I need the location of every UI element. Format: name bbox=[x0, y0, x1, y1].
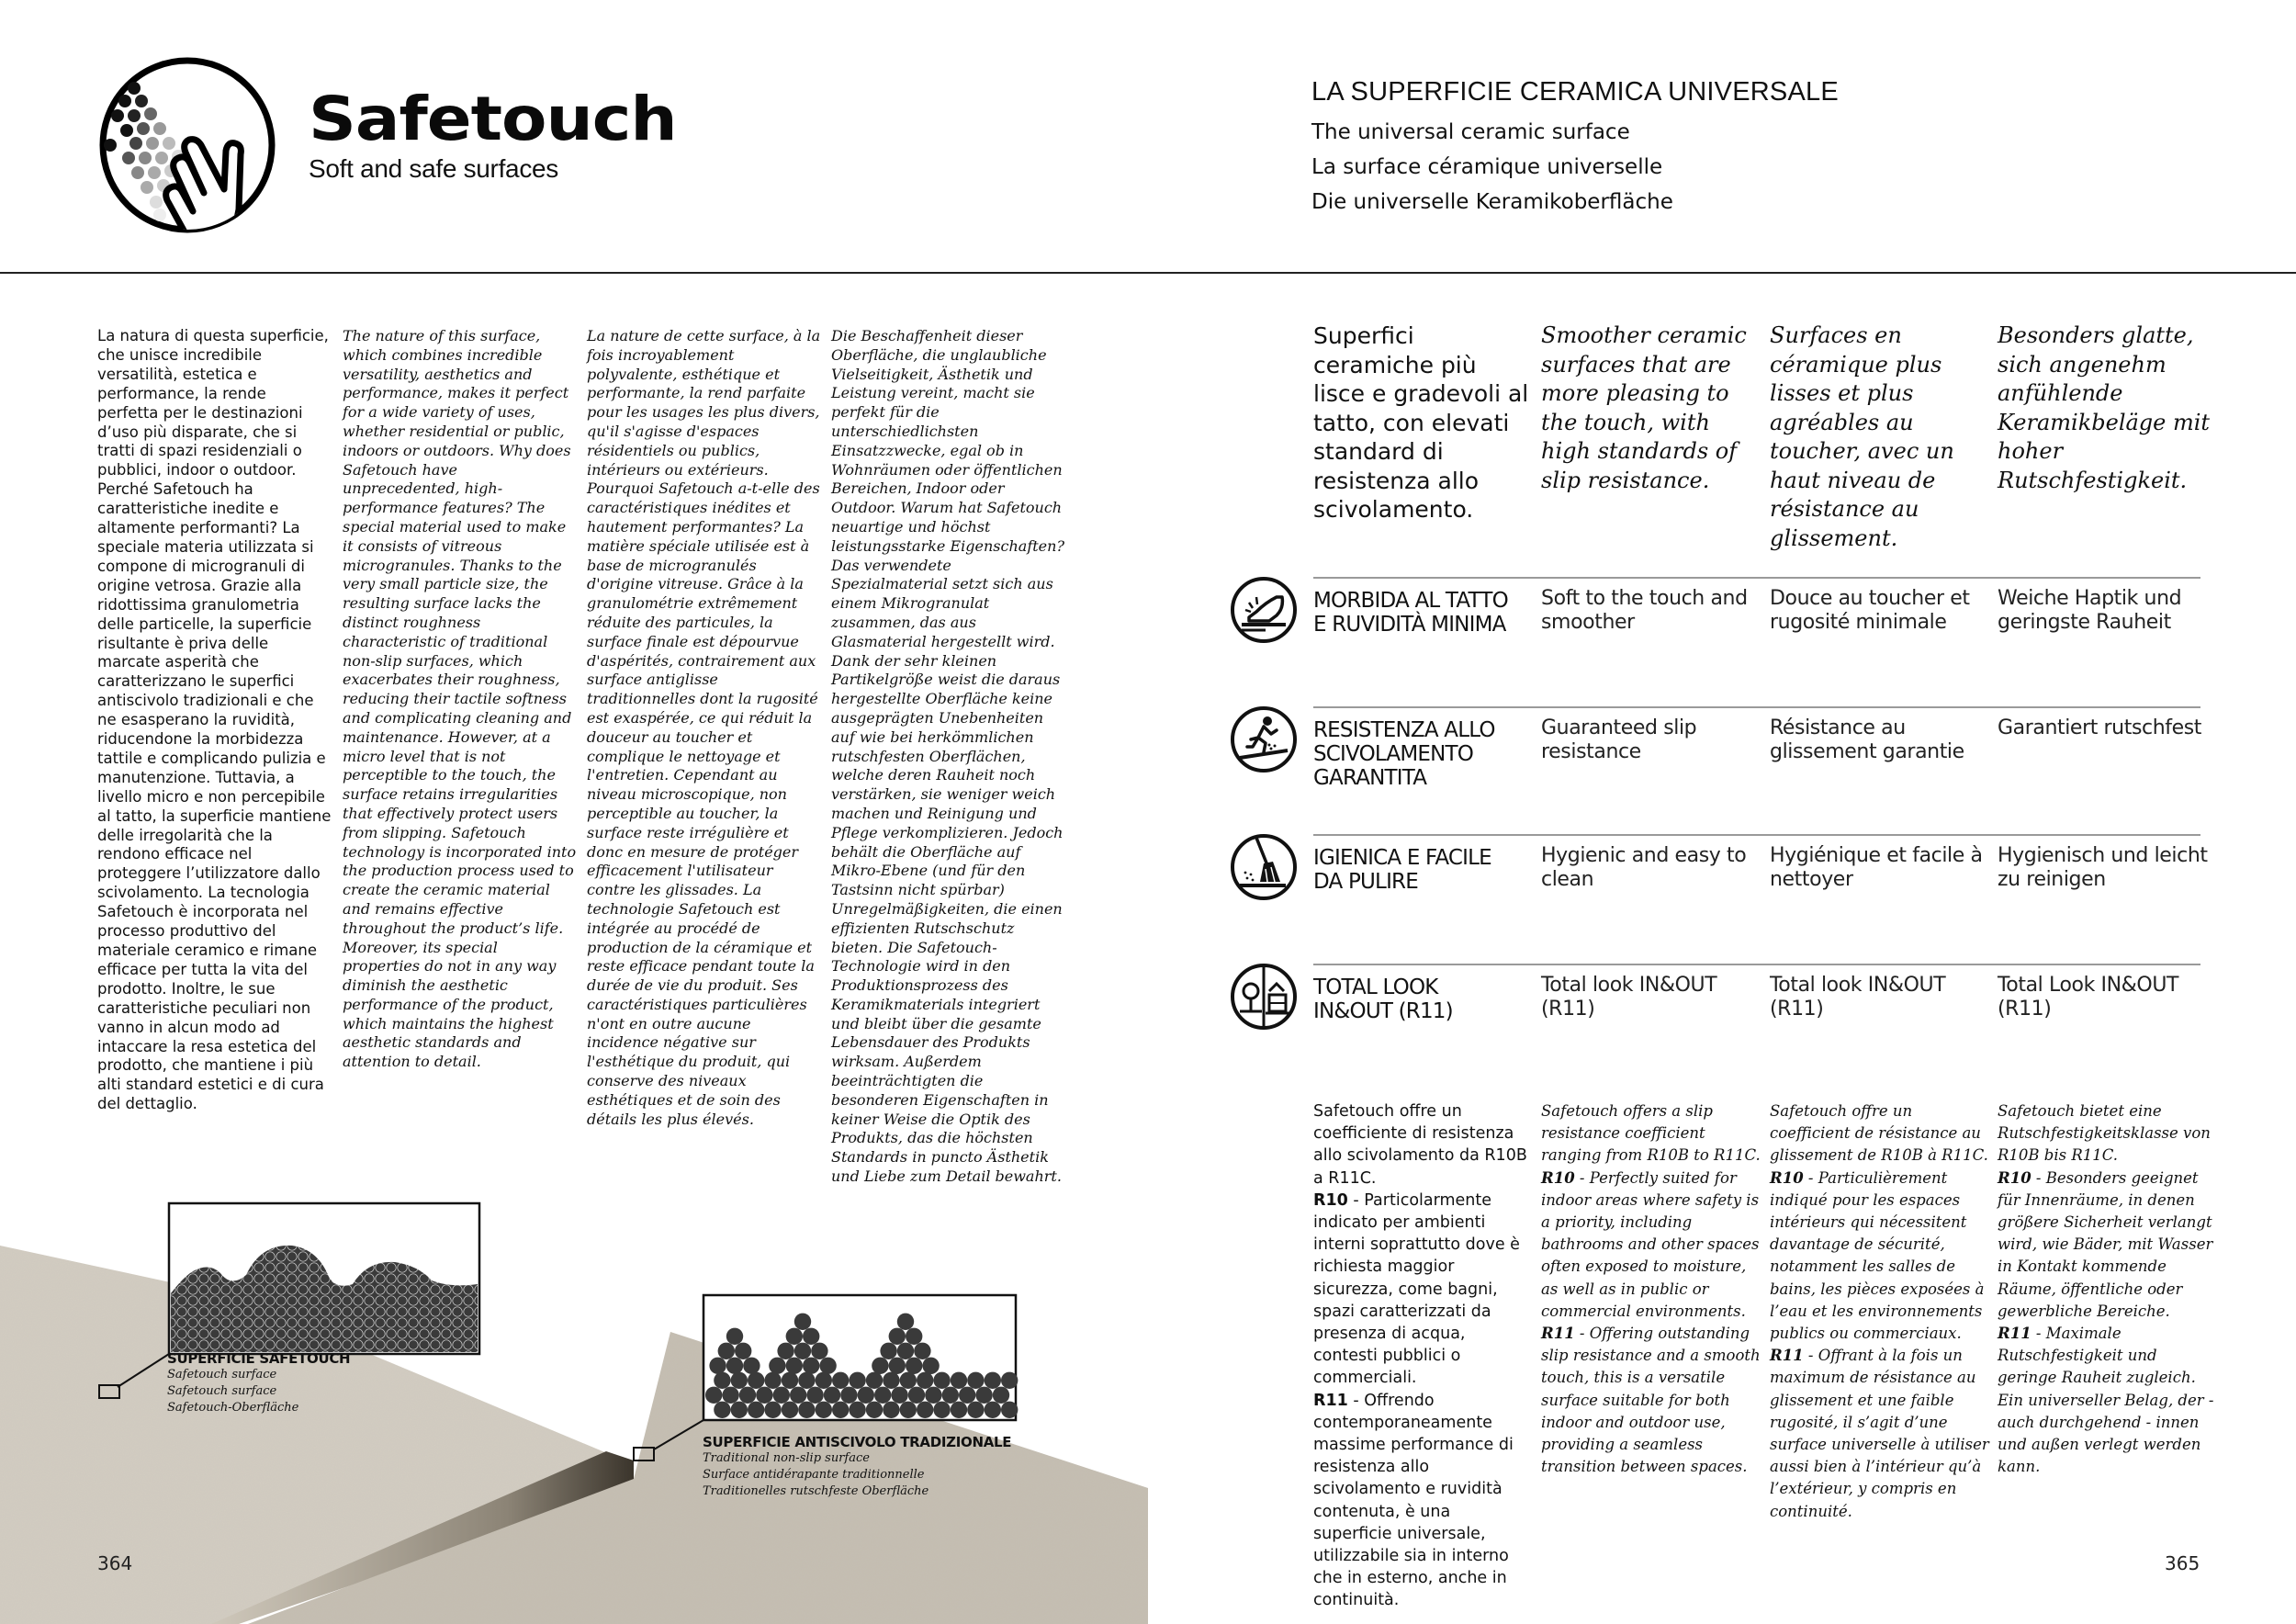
page-number-left: 364 bbox=[97, 1552, 133, 1574]
granule bbox=[889, 1328, 906, 1345]
body-column-de bbox=[831, 327, 1065, 1187]
feature-text-de: Hygienisch und leicht zu reinigen bbox=[1998, 844, 2208, 891]
body-text-it: La natura di questa superficie, che unisce incredibile versatilità, estetica e performance, la rende perfetta per le destinazioni d’uso più disparate, che si tratti di spazi residenziali o pubblici, indoor o outdoor. Perché Safetouch ha caratteristiche inedite e altamente performanti? La speciale materia utilizzata si compone di microgranuli di origine vetrosa. Grazie alla ridottissima granulometria delle particelle, la superficie risultante è priva delle marcate asperità che caratterizzano le superfici antiscivolo tradizionali e che ne esasperano la ruvidità, riducendone la morbidezza tattile e complicando pulizia e manutenzione. Tuttavia, a livello micro e non percepibile al tatto, la superficie mantiene delle irregolarità che la rendono efficace nel proteggere l’utilizzatore dallo scivolamento. La tecnologia Safetouch è incorporata nel processo produttivo del materiale ceramico e rimane efficace per tutta la vita del prodotto. Inoltre, le sue caratteristiche peculiari non vanno in alcun modo ad intaccare la resa estetica del prodotto, che mantiene i più alti standard estetici e di cura del dettaglio. bbox=[97, 327, 332, 1113]
brand-tagline: Soft and safe surfaces bbox=[309, 154, 559, 183]
granule bbox=[872, 1358, 888, 1374]
heading-en: The universal ceramic surface bbox=[1311, 120, 1630, 145]
granule bbox=[832, 1372, 849, 1389]
granule bbox=[849, 1402, 865, 1418]
r10-text: - Besonders geeignet für Innenräume, in denen größere Sicherheit verlangt wird, wie Bäder, mit Wasser in Kontakt kommende Räume, öffentliche oder gewerbliche Bereiche. bbox=[1998, 1168, 2213, 1320]
granule bbox=[883, 1402, 899, 1418]
granule bbox=[900, 1402, 917, 1418]
granule bbox=[933, 1372, 950, 1389]
diagram-caption-de: Safetouch-Oberfläche bbox=[167, 1401, 299, 1415]
granule bbox=[816, 1402, 832, 1418]
granule bbox=[798, 1402, 815, 1418]
granule bbox=[908, 1387, 925, 1404]
body-text-en: The nature of this surface, which combines incredible versatility, aesthetics and performance, makes it perfect for a wide variety of uses, whether residential or public, indoors or outdoors. Why does Safetouch have unprecedented, high-performance features? The special material used to make it consists of vitreous microgranules. Thanks to the very small particle size, the resulting surface lacks the distinct roughness characteristic of traditional non-slip surfaces, which exacerbates their roughness, reducing their tactile softness and complicating cleaning and maintenance. However, at a micro level that is not perceptible to the touch, the surface retains irregularities that effectively protect users from slipping. Safetouch technology is incorporated into the production process used to create the ceramic material and remains effective throughout the product’s life. Moreover, its special properties do not in any way diminish the aesthetic performance of the product, which maintains the highest aesthetic standards and attention to detail. bbox=[343, 327, 577, 1071]
brand-title: Safetouch bbox=[309, 83, 677, 154]
body-column-en bbox=[343, 327, 577, 1072]
r10-label: R10 bbox=[1313, 1190, 1348, 1210]
feature-divider bbox=[1313, 706, 2200, 708]
granule bbox=[840, 1387, 857, 1404]
granule bbox=[786, 1328, 803, 1345]
granule bbox=[739, 1387, 756, 1404]
granule bbox=[917, 1372, 933, 1389]
granule bbox=[858, 1387, 874, 1404]
feature-text-en: Total look IN&OUT (R11) bbox=[1541, 974, 1717, 1021]
r10-label: R10 bbox=[1998, 1168, 2032, 1187]
granule bbox=[959, 1387, 975, 1404]
feature-divider bbox=[1313, 577, 2200, 579]
diagram-caption-en: Traditional non-slip surface bbox=[703, 1451, 870, 1465]
granule bbox=[975, 1387, 992, 1404]
granule bbox=[790, 1387, 806, 1404]
granule bbox=[897, 1314, 914, 1330]
granule bbox=[906, 1358, 922, 1374]
granule bbox=[794, 1343, 811, 1359]
slip-class-de bbox=[1998, 1100, 2218, 1478]
granule bbox=[798, 1372, 815, 1389]
feature-label-it: MORBIDA AL TATTO E RUVIDITÀ MINIMA bbox=[1313, 589, 1508, 637]
section-heading bbox=[1311, 77, 1839, 220]
granule bbox=[748, 1372, 764, 1389]
page-number-right: 365 bbox=[2165, 1552, 2200, 1574]
r11-label: R11 bbox=[1770, 1347, 1804, 1365]
feature-label-it: TOTAL LOOK IN&OUT (R11) bbox=[1313, 976, 1453, 1023]
granule bbox=[897, 1343, 914, 1359]
heading-it: LA SUPERFICIE CERAMICA UNIVERSALE bbox=[1311, 77, 1839, 107]
granule bbox=[824, 1387, 840, 1404]
feature-label-it: RESISTENZA ALLO SCIVOLAMENTO GARANTITA bbox=[1313, 718, 1495, 790]
granule bbox=[849, 1372, 865, 1389]
intro-it: Superfici ceramiche più lisce e gradevoli al tatto, con elevati standard di resistenza allo scivolamento. bbox=[1313, 322, 1529, 523]
feature-text-en: Hygienic and easy to clean bbox=[1541, 844, 1747, 891]
r11-label: R11 bbox=[1313, 1391, 1348, 1410]
easy-clean-icon bbox=[1229, 832, 1299, 902]
diagram-caption-fr: Safetouch surface bbox=[167, 1384, 277, 1398]
granule bbox=[718, 1343, 735, 1359]
granule bbox=[914, 1343, 930, 1359]
granule bbox=[731, 1372, 748, 1389]
granule bbox=[714, 1402, 730, 1418]
granule bbox=[777, 1343, 793, 1359]
granule bbox=[764, 1372, 781, 1389]
r10-text: - Particulièrement indiqué pour les espaces intérieurs qui nécessitent davantage de sécurité, notamment les salles de bains, les pièces exposées à l’eau et les environnements publics ou commerciaux. bbox=[1770, 1168, 1985, 1343]
granule bbox=[748, 1402, 764, 1418]
granule bbox=[832, 1402, 849, 1418]
granule bbox=[889, 1358, 906, 1374]
r10-label: R10 bbox=[1770, 1168, 1804, 1187]
granule bbox=[803, 1358, 819, 1374]
feature-text-fr: Hygiénique et facile à nettoyer bbox=[1770, 844, 1983, 891]
granule bbox=[782, 1402, 798, 1418]
slip-class-en bbox=[1541, 1100, 1761, 1478]
r10-text: - Particolarmente indicato per ambienti interni soprattutto dove è richiesta maggior sicurezza, come bagni, spazi caratterizzati da presenza di acqua, contesti pubblici o commerciali. bbox=[1313, 1190, 1520, 1388]
diagram-title: SUPERFICIE SAFETOUCH bbox=[167, 1350, 351, 1367]
granule bbox=[735, 1343, 751, 1359]
granule bbox=[917, 1402, 933, 1418]
granule bbox=[764, 1402, 781, 1418]
granule bbox=[866, 1402, 883, 1418]
granule bbox=[933, 1402, 950, 1418]
slip-class-intro: Safetouch offre un coefficiente di resistenza allo scivolamento da R10B a R11C. bbox=[1313, 1102, 1527, 1188]
granule bbox=[811, 1343, 827, 1359]
granule bbox=[819, 1358, 836, 1374]
r11-text: - Offrendo contemporaneamente massime performance di resistenza allo scivolamento e ruvidità contenuta, è una superficie universale, utilizzabile sia in interno che in esterno, anche in continuità. bbox=[1313, 1391, 1514, 1610]
r11-label: R11 bbox=[1998, 1325, 2032, 1343]
body-text-fr: La nature de cette surface, à la fois incroyablement polyvalente, esthétique et performante, la rend parfaite pour les usages les plus divers, qu'il s'agisse d'espaces résidentiels ou publics, intérieurs ou extérieurs. Pourquoi Safetouch a-t-elle des caractéristiques inédites et hautement performantes? La matière spéciale utilisée est à base de microgranulés d'origine vitreuse. Grâce à la granulométrie extrêmement réduite des particules, la surface finale est dépourvue d'aspérités, contrairement aux surface antiglisse traditionnelles dont la rugosité est exaspérée, ce qui réduit la douceur au toucher et complique le nettoyage et l'entretien. Cependant au niveau microscopique, non perceptible au toucher, la surface reste irrégulière et donc en mesure de protéger efficacement l'utilisateur contre les glissades. La technologie Safetouch est intégrée au procédé de production de la céramique et reste efficace pendant toute la durée de vie du produit. Ses caractéristiques particulières n'ont en outre aucune incidence négative sur l'esthétique du produit, qui conserve des niveaux esthétiques et de soin des détails les plus élevés. bbox=[587, 327, 821, 1128]
granule bbox=[951, 1372, 967, 1389]
granule bbox=[967, 1372, 984, 1389]
feature-text-en: Soft to the touch and smoother bbox=[1541, 587, 1748, 634]
r10-label: R10 bbox=[1541, 1168, 1575, 1187]
granule bbox=[951, 1402, 967, 1418]
body-column-fr bbox=[587, 327, 821, 1129]
feature-text-de: Weiche Haptik und geringste Rauheit bbox=[1998, 587, 2182, 634]
feature-divider bbox=[1313, 964, 2200, 965]
granule bbox=[874, 1387, 891, 1404]
granule bbox=[714, 1372, 730, 1389]
slip-class-intro: Safetouch offre un coefficient de résistance au glissement de R10B à R11C. bbox=[1770, 1102, 1988, 1165]
r11-text: - Maximale Rutschfestigkeit und geringe Rauheit zugleich. Ein universeller Belag, der - auch durchgehend - innen und außen verlegt werden kann. bbox=[1998, 1325, 2214, 1476]
granule bbox=[891, 1387, 907, 1404]
heading-de: Die universelle Keramikoberfläche bbox=[1311, 190, 1673, 215]
feature-text-de: Total Look IN&OUT (R11) bbox=[1998, 974, 2179, 1021]
intro-en: Smoother ceramic surfaces that are more pleasing to the touch, with high standards of slip resistance. bbox=[1541, 322, 1747, 493]
granule bbox=[1001, 1372, 1018, 1389]
granule bbox=[705, 1387, 722, 1404]
granule bbox=[866, 1372, 883, 1389]
diagram-title: SUPERFICIE ANTISCIVOLO TRADIZIONALE bbox=[703, 1434, 1012, 1450]
granule bbox=[782, 1372, 798, 1389]
diagram-caption-de: Traditionelles rutschfeste Oberfläche bbox=[703, 1484, 929, 1498]
granule bbox=[1001, 1402, 1018, 1418]
granule bbox=[743, 1358, 760, 1374]
in-out-icon bbox=[1229, 962, 1299, 1032]
granule bbox=[880, 1343, 896, 1359]
granule bbox=[769, 1358, 785, 1374]
slip-resistance-icon bbox=[1229, 705, 1299, 774]
granule bbox=[726, 1358, 743, 1374]
safetouch-diagram-caption bbox=[167, 1350, 350, 1416]
r11-label: R11 bbox=[1541, 1325, 1575, 1343]
feature-text-en: Guaranteed slip resistance bbox=[1541, 716, 1697, 763]
granule bbox=[967, 1402, 984, 1418]
soft-touch-icon bbox=[1229, 575, 1299, 645]
feature-text-fr: Résistance au glissement garantie bbox=[1770, 716, 1964, 763]
r11-text: - Offrant à la fois un maximum de résistance au glissement et une faible rugosité, il s’agit d’une surface universelle à utiliser aussi bien à l’intérieur qu’à l’extérieur, y compris en continuité. bbox=[1770, 1347, 1989, 1520]
granule bbox=[806, 1387, 823, 1404]
granule bbox=[794, 1314, 811, 1330]
feature-divider bbox=[1313, 834, 2200, 836]
granule bbox=[803, 1328, 819, 1345]
body-text-de: Die Beschaffenheit dieser Oberfläche, die unglaubliche Vielseitigkeit, Ästhetik und Leistung vereint, macht sie perfekt für die unterschiedlichsten Einsatzzwecke, egal ob in Wohnräumen oder öffentlichen Bereichen, Indoor oder Outdoor. Warum hat Safetouch neuartige und höchst leistungsstarke Eigenschaften? Das verwendete Spezialmaterial setzt sich aus einem Mikrogranulat zusammen, das aus Glasmaterial hergestellt wird. Dank der sehr kleinen Partikelgröße weist die daraus hergestellte Oberfläche keine ausgeprägten Unebenheiten auf wie bei herkömmlichen rutschfesten Oberflächen, welche deren Rauheit noch verstärken, sie weniger weich machen und Reinigung und Pflege verkomplizieren. Jedoch behält die Oberfläche auf Mikro-Ebene (und für den Tastsinn nicht spürbar) Unregelmäßigkeiten, die einen effizienten Rutschschutz bieten. Die Safetouch-Technologie wird in den Produktionsprozess des Keramikmaterials integriert und bleibt über die gesamte Lebensdauer des Produkts wirksam. Außerdem beeinträchtigten die besonderen Eigenschaften in keiner Weise die Optik des Produkts, das die höchsten Standards in puncto Ästhetik und Liebe zum Detail bewahrt. bbox=[831, 327, 1065, 1186]
feature-label-it: IGIENICA E FACILE DA PULIRE bbox=[1313, 846, 1491, 894]
feature-text-fr: Douce au toucher et rugosité minimale bbox=[1770, 587, 1970, 634]
granule bbox=[786, 1358, 803, 1374]
traditional-diagram-caption bbox=[703, 1434, 1011, 1500]
intro-fr: Surfaces en céramique plus lisses et plus agréables au toucher, avec un haut niveau de résistance au glissement. bbox=[1770, 322, 1954, 551]
granule bbox=[925, 1387, 941, 1404]
granule bbox=[906, 1328, 922, 1345]
body-column-it bbox=[97, 327, 332, 1114]
granule bbox=[900, 1372, 917, 1389]
granule bbox=[883, 1372, 899, 1389]
header-divider bbox=[0, 272, 2296, 274]
granule bbox=[985, 1372, 1001, 1389]
r11-text: - Offering outstanding slip resistance and a smooth touch, this is a versatile surface suitable for both indoor and outdoor use, providing a seamless transition between spaces. bbox=[1541, 1325, 1761, 1476]
granule bbox=[731, 1402, 748, 1418]
diagram-caption-en: Safetouch surface bbox=[167, 1368, 277, 1382]
slip-class-it bbox=[1313, 1100, 1534, 1612]
intro-de: Besonders glatte, sich angenehm anfühlende Keramikbeläge mit hoher Rutschfestigkeit. bbox=[1998, 322, 2211, 493]
granule bbox=[756, 1387, 772, 1404]
granule bbox=[942, 1387, 959, 1404]
slip-class-intro: Safetouch bietet eine Rutschfestigkeitsklasse von R10B bis R11C. bbox=[1998, 1102, 2211, 1165]
diagram-caption-fr: Surface antidérapante traditionnelle bbox=[703, 1468, 925, 1482]
granule bbox=[726, 1328, 743, 1345]
granule bbox=[709, 1358, 726, 1374]
r10-text: - Perfectly suited for indoor areas where safety is a priority, including bathrooms and other spaces often exposed to moisture, as well as in public or commercial environments. bbox=[1541, 1168, 1760, 1320]
slip-class-intro: Safetouch offers a slip resistance coefficient ranging from R10B to R11C. bbox=[1541, 1102, 1761, 1165]
safetouch-logo bbox=[96, 53, 279, 237]
granule bbox=[993, 1387, 1009, 1404]
traditional-diagram bbox=[703, 1295, 1018, 1420]
feature-text-de: Garantiert rutschfest bbox=[1998, 716, 2202, 739]
slip-class-fr bbox=[1770, 1100, 1990, 1523]
feature-text-fr: Total look IN&OUT (R11) bbox=[1770, 974, 1946, 1021]
granule bbox=[722, 1387, 738, 1404]
granule bbox=[922, 1358, 939, 1374]
heading-fr: La surface céramique universelle bbox=[1311, 155, 1663, 180]
granule bbox=[985, 1402, 1001, 1418]
granule bbox=[816, 1372, 832, 1389]
hand-touch-icon bbox=[96, 53, 279, 237]
granule bbox=[773, 1387, 790, 1404]
